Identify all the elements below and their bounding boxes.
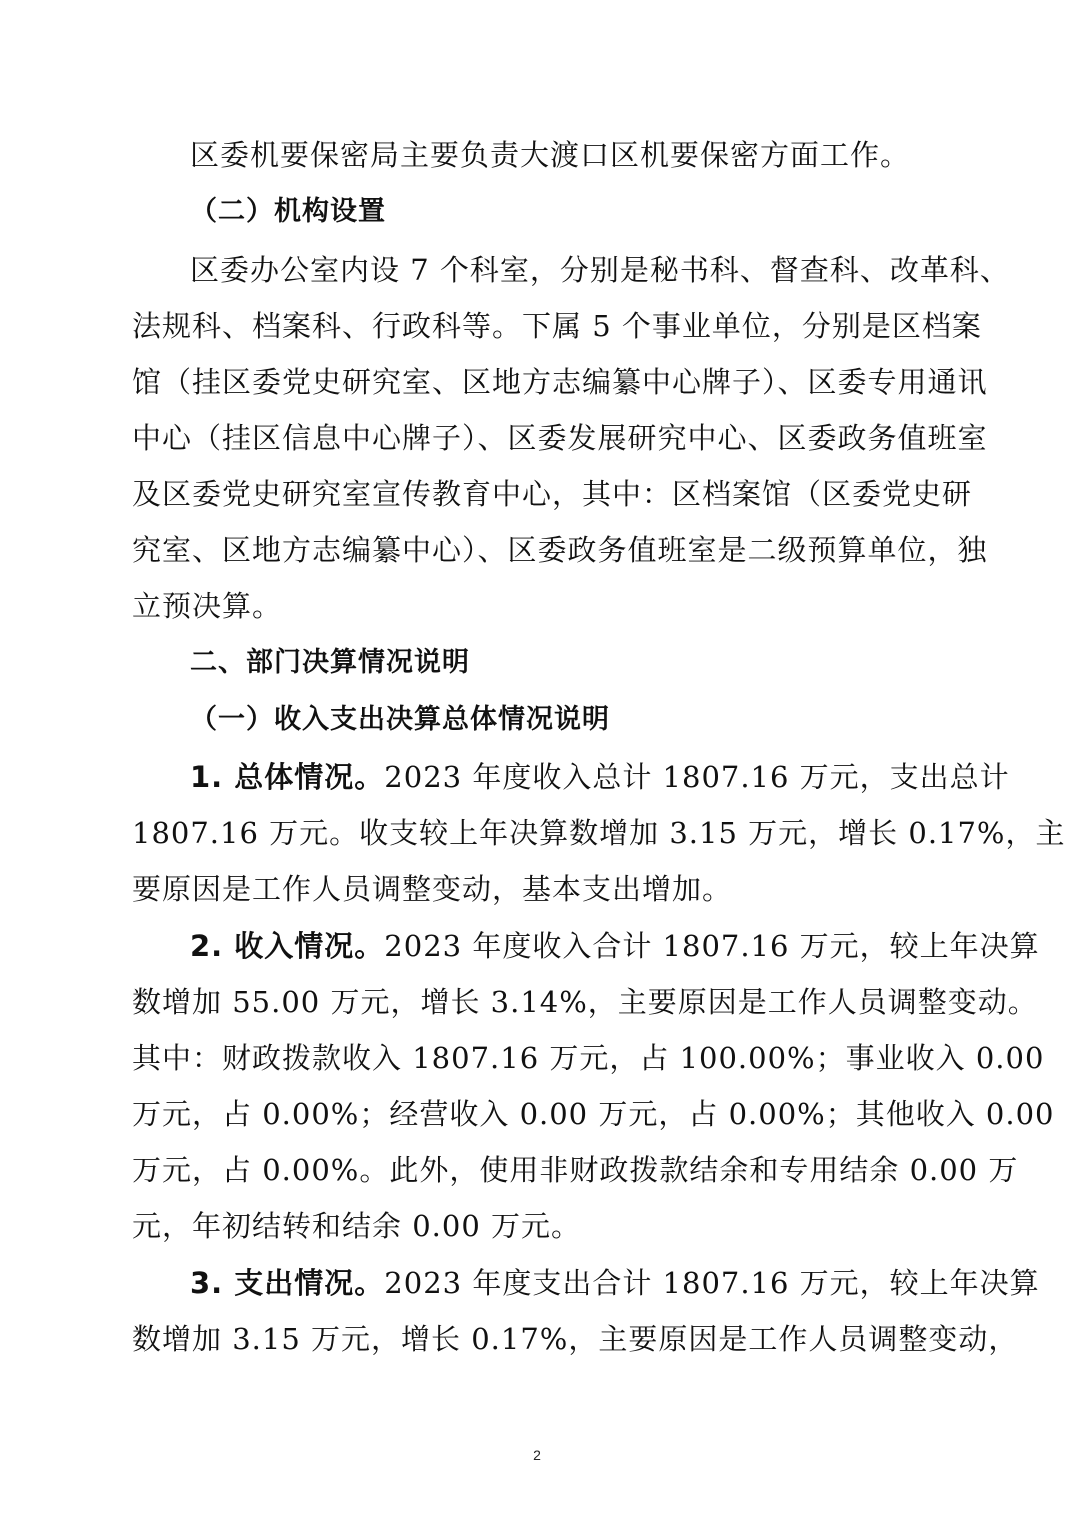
- item-3-line-1: [190, 1263, 1040, 1303]
- item-1-line-2: 1807.16 万元。收支较上年决算数增加 3.15 万元，增长 0.17%，主: [132, 816, 1066, 850]
- item-1-lead: 1. 总体情况。: [190, 760, 385, 794]
- chapter-2-heading: 二、部门决算情况说明: [190, 647, 470, 678]
- item-2-line-2: 数增加 55.00 万元，增长 3.14%，主要原因是工作人员调整变动。: [132, 985, 1038, 1019]
- item-1-line-3: 要原因是工作人员调整变动，基本支出增加。: [132, 872, 733, 906]
- paragraph-2-line-1: 区委办公室内设 7 个科室，分别是秘书科、督查科、改革科、: [190, 253, 1010, 287]
- item-2-lead: 2. 收入情况。: [190, 929, 385, 963]
- page-number: 2: [533, 1447, 541, 1463]
- paragraph-2-line-2: 法规科、档案科、行政科等。下属 5 个事业单位，分别是区档案: [132, 309, 982, 343]
- paragraph-1-line-1: 区委机要保密局主要负责大渡口区机要保密方面工作。: [190, 138, 911, 172]
- item-2-line-1-text: 2023 年度收入合计 1807.16 万元，较上年决算: [384, 929, 1040, 963]
- item-1-line-1: [190, 757, 1010, 797]
- paragraph-2-line-7: 立预决算。: [132, 589, 283, 623]
- section-2-heading: （二）机构设置: [190, 196, 386, 227]
- item-2-line-1: [190, 926, 1040, 966]
- item-3-line-1-text: 2023 年度支出合计 1807.16 万元，较上年决算: [384, 1266, 1040, 1300]
- item-3-line-2: 数增加 3.15 万元，增长 0.17%，主要原因是工作人员调整变动，: [132, 1322, 1019, 1356]
- section-1-heading: （一）收入支出决算总体情况说明: [190, 704, 610, 735]
- item-2-line-3: 其中：财政拨款收入 1807.16 万元，占 100.00%；事业收入 0.00: [132, 1041, 1045, 1075]
- item-2-line-5: 万元，占 0.00%。此外，使用非财政拨款结余和专用结余 0.00 万: [132, 1153, 1019, 1187]
- item-1-line-1-text: 2023 年度收入总计 1807.16 万元，支出总计: [384, 760, 1010, 794]
- item-2-line-6: 元，年初结转和结余 0.00 万元。: [132, 1209, 582, 1243]
- paragraph-2-line-3: 馆（挂区委党史研究室、区地方志编纂中心牌子）、区委专用通讯: [132, 365, 988, 399]
- paragraph-2-line-4: 中心（挂区信息中心牌子）、区委发展研究中心、区委政务值班室: [132, 421, 988, 455]
- item-2-line-4: 万元，占 0.00%；经营收入 0.00 万元，占 0.00%；其他收入 0.00: [132, 1097, 1055, 1131]
- paragraph-2-line-6: 究室、区地方志编纂中心）、区委政务值班室是二级预算单位，独: [132, 533, 988, 567]
- item-3-lead: 3. 支出情况。: [190, 1266, 385, 1300]
- paragraph-2-line-5: 及区委党史研究室宣传教育中心，其中：区档案馆（区委党史研: [132, 477, 973, 511]
